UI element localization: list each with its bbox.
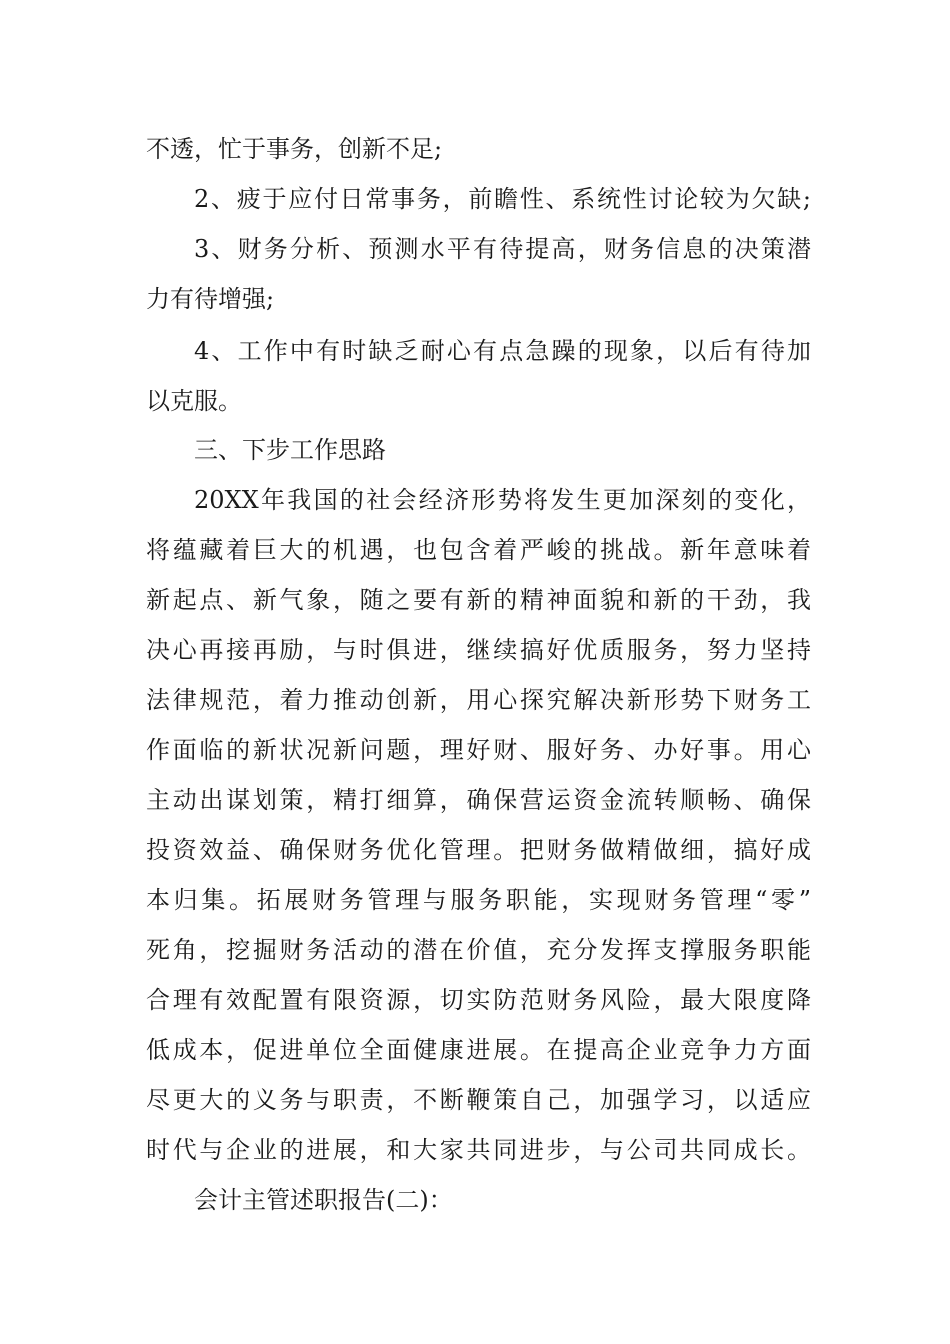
paragraph-line: 作面临的新状况新问题，理好财、服好务、办好事。用心 — [146, 736, 811, 764]
list-item-4: 4、工作中有时缺乏耐心有点急躁的现象，以后有待加 — [194, 337, 811, 365]
text-line: 不透，忙于事务，创新不足; — [146, 135, 443, 163]
paragraph-line: 将蕴藏着巨大的机遇，也包含着严峻的挑战。新年意味着 — [146, 536, 811, 564]
list-item-2: 2、疲于应付日常事务，前瞻性、系统性讨论较为欠缺; — [194, 185, 811, 213]
paragraph-line: 20XX年我国的社会经济形势将发生更加深刻的变化， — [194, 486, 811, 514]
paragraph-line: 合理有效配置有限资源，切实防范财务风险，最大限度降 — [146, 986, 811, 1014]
paragraph-line: 主动出谋划策，精打细算，确保营运资金流转顺畅、确保 — [146, 786, 811, 814]
paragraph-line: 时代与企业的进展，和大家共同进步，与公司共同成长。 — [146, 1136, 811, 1164]
paragraph-line: 本归集。拓展财务管理与服务职能，实现财务管理“零” — [146, 886, 811, 914]
list-item-3: 3、财务分析、预测水平有待提高，财务信息的决策潜 — [194, 235, 811, 263]
text-line: 力有待增强; — [146, 285, 275, 313]
paragraph-line: 投资效益、确保财务优化管理。把财务做精做细，搞好成 — [146, 836, 811, 864]
paragraph-line: 新起点、新气象，随之要有新的精神面貌和新的干劲，我 — [146, 586, 811, 614]
paragraph-line: 决心再接再励，与时俱进，继续搞好优质服务，努力坚持 — [146, 636, 811, 664]
section-heading: 三、下步工作思路 — [194, 436, 386, 464]
paragraph-line: 尽更大的义务与职责，不断鞭策自己，加强学习，以适应 — [146, 1086, 811, 1114]
text-line: 以克服。 — [146, 387, 242, 415]
paragraph-line: 低成本，促进单位全面健康进展。在提高企业竞争力方面 — [146, 1036, 811, 1064]
section-title: 会计主管述职报告(二)： — [194, 1186, 453, 1214]
paragraph-line: 死角，挖掘财务活动的潜在价值，充分发挥支撑服务职能 — [146, 936, 811, 964]
paragraph-line: 法律规范，着力推动创新，用心探究解决新形势下财务工 — [146, 686, 811, 714]
